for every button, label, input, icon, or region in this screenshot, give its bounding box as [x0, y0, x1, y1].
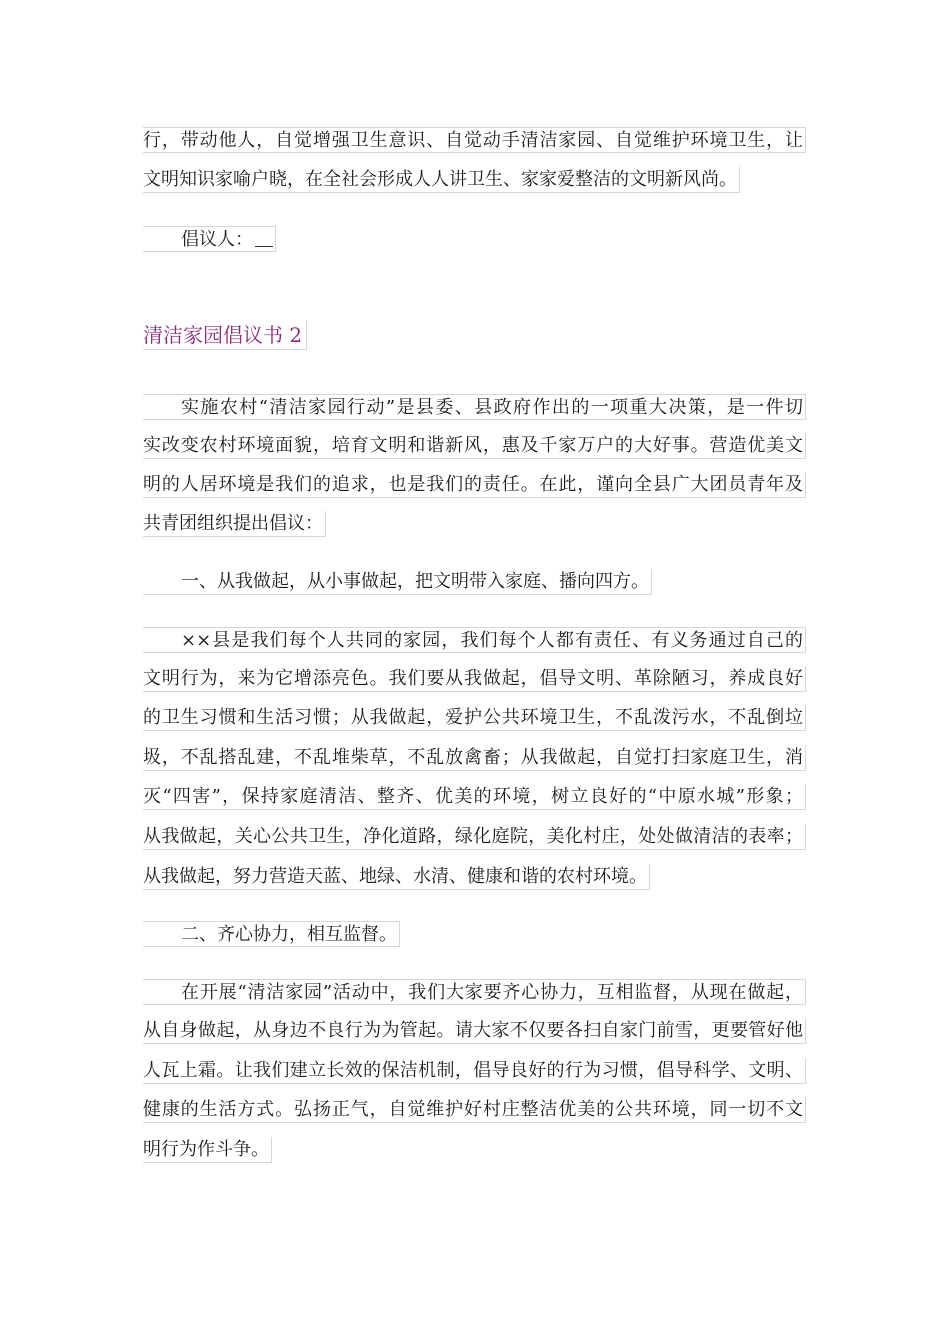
intro-line-1: 行，带动他人，自觉增强卫生意识、自觉动手清洁家园、自觉维护环境卫生，让	[143, 127, 806, 153]
point1-heading: 一、从我做起，从小事做起，把文明带入家庭、播向四方。	[143, 569, 652, 595]
section-title: 清洁家园倡议书 2	[143, 320, 307, 350]
signature-label: 倡议人：	[181, 229, 253, 250]
paragraph3-line-3: 人瓦上霜。让我们建立长效的保洁机制，倡导良好的行为习惯，倡导科学、文明、	[143, 1058, 806, 1084]
signature-blank	[255, 228, 273, 247]
paragraph2-line-6: 从我做起，关心公共卫生，净化道路，绿化庭院，美化村庄，处处做清洁的表率；	[143, 824, 806, 850]
paragraph3-line-1: 在开展“清洁家园”活动中，我们大家要齐心协力，互相监督，从现在做起，	[143, 979, 806, 1005]
paragraph1-line-4: 共青团组织提出倡议：	[143, 511, 326, 537]
paragraph1-line-3: 明的人居环境是我们的追求，也是我们的责任。在此，谨向全县广大团员青年及	[143, 472, 806, 498]
paragraph2-line-1: ××县是我们每个人共同的家园，我们每个人都有责任、有义务通过自己的	[143, 627, 806, 653]
paragraph1-line-1: 实施农村“清洁家园行动”是县委、县政府作出的一项重大决策，是一件切	[143, 394, 806, 420]
paragraph2-line-4: 圾，不乱搭乱建，不乱堆柴草，不乱放禽畜；从我做起，自觉打扫家庭卫生，消	[143, 745, 806, 771]
paragraph1-line-2: 实改变农村环境面貌，培育文明和谐新风，惠及千家万户的大好事。营造优美文	[143, 433, 806, 459]
paragraph3-line-4: 健康的生活方式。弘扬正气，自觉维护好村庄整洁优美的公共环境，同一切不文	[143, 1097, 806, 1123]
signature-line	[143, 226, 276, 252]
paragraph2-line-3: 的卫生习惯和生活习惯；从我做起，爱护公共环境卫生，不乱泼污水，不乱倒垃	[143, 705, 806, 731]
intro-line-2: 文明知识家喻户晓，在全社会形成人人讲卫生、家家爱整洁的文明新风尚。	[143, 167, 740, 193]
point2-heading: 二、齐心协力，相互监督。	[143, 921, 400, 947]
paragraph3-line-5: 明行为作斗争。	[143, 1137, 272, 1163]
paragraph2-line-5: 灭“四害”，保持家庭清洁、整齐、优美的环境，树立良好的“中原水城”形象；	[143, 784, 806, 810]
paragraph3-line-2: 从自身做起，从身边不良行为为管起。请大家不仅要各扫自家门前雪，更要管好他	[143, 1018, 806, 1044]
paragraph2-line-7: 从我做起，努力营造天蓝、地绿、水清、健康和谐的农村环境。	[143, 864, 650, 890]
paragraph2-line-2: 文明行为，来为它增添亮色。我们要从我做起，倡导文明、革除陋习，养成良好	[143, 666, 806, 692]
